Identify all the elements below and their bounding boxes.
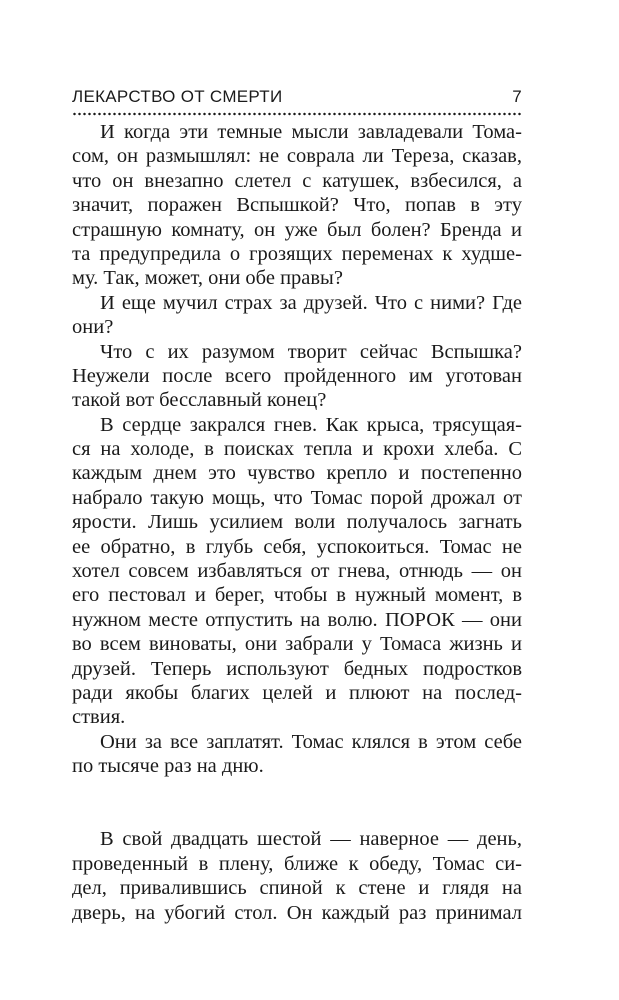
text-line: ради якобы благих целей и плюют на послед- [72,681,522,704]
text-line: значит, поражен Вспышкой? Что, попав в эту [72,194,522,217]
book-title: ЛЕКАРСТВО ОТ СМЕРТИ [72,87,283,106]
text-line: во всем виноваты, они забрали у Томаса жизнь и [72,633,522,656]
text-line: И еще мучил страх за друзей. Что с ними? Где [100,291,522,314]
text-line: ярости. Лишь усилием воли получалось загнать [72,511,522,534]
dotted-divider [72,112,522,116]
text-line: они? [72,316,114,339]
text-line: что он внезапно слетел с катушек, взбесился, а [72,169,522,192]
section-break [72,779,522,828]
text-line: та предупредила о грозящих переменах к худше- [72,242,522,265]
text-line: ее обратно, в глубь себя, успокоиться. Томас не [72,535,522,558]
text-line: Они за все заплатят. Томас клялся в этом себе [100,730,522,753]
text-line: дел, привалившись спиной к стене и глядя на [72,877,522,900]
text-line: нужном месте отпустить на волю. ПОРОК — они [72,608,522,631]
text-line: по тысяче раз на дню. [72,755,264,778]
text-line: Что с их разумом творит сейчас Вспышка? [100,340,522,363]
text-line: В сердце закрался гнев. Как крыса, трясущая- [100,413,522,436]
text-line: его пестовал и берег, чтобы в нужный момент, в [72,584,522,607]
body-text [72,120,522,925]
text-line: такой вот бесславный конец? [72,389,327,412]
text-line: ся на холоде, в поисках тепла и крохи хлеба. С [72,438,522,461]
text-line: В свой двадцать шестой — наверное — день, [100,828,522,851]
running-header [72,85,522,111]
text-line: хотел совсем избавляться от гнева, отнюдь — он [72,560,522,583]
text-line: друзей. Теперь используют бедных подростков [72,657,522,680]
text-line: дверь, на убогий стол. Он каждый раз принимал [72,901,522,924]
text-line: му. Так, может, они обе правы? [72,267,343,290]
text-line: И когда эти темные мысли завладевали Тома- [100,121,522,143]
text-line: проведенный в плену, ближе к обеду, Томас си- [72,852,522,875]
text-line: ствия. [72,706,126,729]
text-line: каждым днем это чувство крепло и постепенно [72,462,522,485]
text-line: Неужели после всего пройденного им уготован [72,364,522,387]
text-line: набрало такую мощь, что Томас порой дрожал от [72,486,522,509]
page-number: 7 [512,87,522,106]
text-line: страшную комнату, он уже был болен? Бренда и [72,218,522,241]
text-line: сом, он размышлял: не соврала ли Тереза, сказав, [72,145,522,168]
